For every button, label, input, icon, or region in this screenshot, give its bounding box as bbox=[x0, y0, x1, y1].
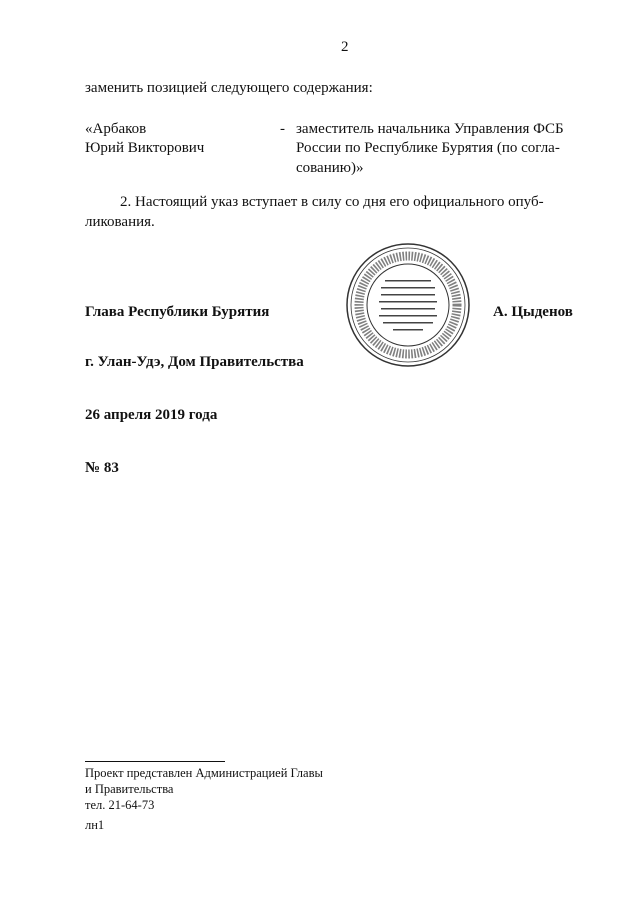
entry-dash: - bbox=[280, 121, 285, 137]
clause-line2: ликования. bbox=[85, 214, 155, 230]
place: г. Улан-Удэ, Дом Правительства bbox=[85, 354, 304, 370]
footer-line1: Проект представлен Администрацией Главы bbox=[85, 766, 323, 780]
footer-code: лн1 bbox=[85, 818, 105, 832]
page-number: 2 bbox=[341, 39, 349, 55]
entry-name-line2: Юрий Викторович bbox=[85, 140, 205, 156]
signature-title: Глава Республики Бурятия bbox=[85, 304, 270, 320]
entry-name-line1: «Арбаков bbox=[85, 121, 147, 137]
signature-name: А. Цыденов bbox=[493, 304, 573, 320]
entry-position-line2: России по Республике Бурятия (по согла- bbox=[296, 140, 560, 156]
footnote-divider bbox=[85, 761, 225, 762]
date: 26 апреля 2019 года bbox=[85, 407, 218, 423]
clause-line1: 2. Настоящий указ вступает в силу со дня его официального опуб- bbox=[120, 194, 544, 210]
entry-position-line1: заместитель начальника Управления ФСБ bbox=[296, 121, 564, 137]
entry-position-line3: сованию)» bbox=[296, 160, 364, 176]
document-number: № 83 bbox=[85, 460, 119, 476]
footer-line2: и Правительства bbox=[85, 782, 174, 796]
official-seal bbox=[345, 242, 471, 368]
intro-line: заменить позицией следующего содержания: bbox=[85, 80, 373, 96]
footer-phone: тел. 21-64-73 bbox=[85, 798, 155, 812]
